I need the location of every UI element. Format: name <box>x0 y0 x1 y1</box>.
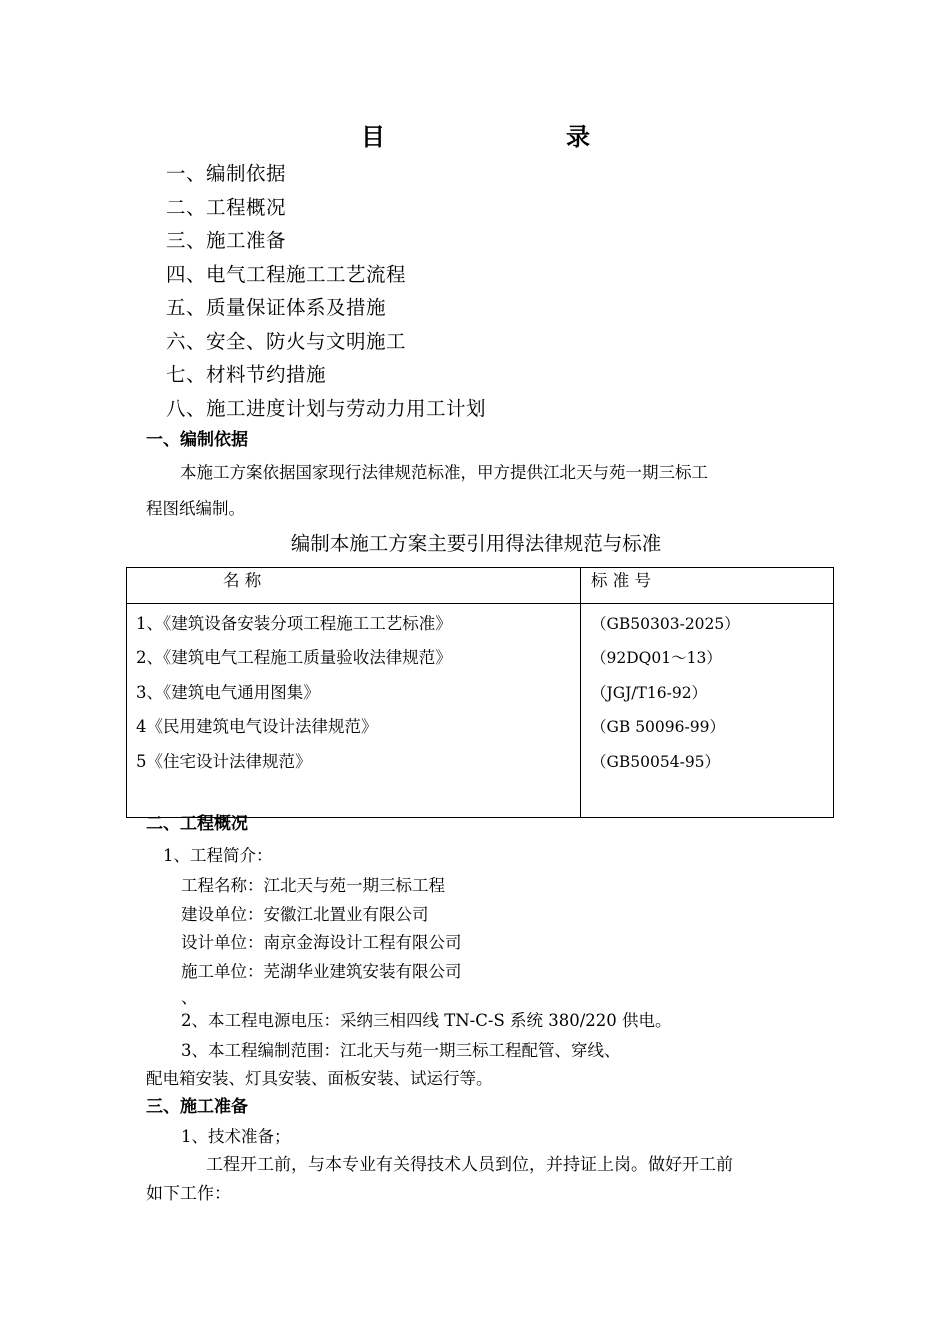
name-column <box>127 604 581 818</box>
builder: 建设单位：安徽江北置业有限公司 <box>181 905 429 924</box>
table-row-code: （JGJ/T16-92） <box>591 683 708 702</box>
project-name: 工程名称：江北天与苑一期三标工程 <box>181 876 445 895</box>
standards-table-header <box>127 568 834 604</box>
section3-heading: 三、施工准备 <box>146 1097 248 1117</box>
toc-item-4: 四、电气工程施工工艺流程 <box>166 263 407 286</box>
standards-table <box>126 567 834 818</box>
table-row-name: 5《住宅设计法律规范》 <box>136 751 312 771</box>
section2-sub2: 2、本工程电源电压：采纳三相四线 TN-C-S 系统 380/220 供电。 <box>181 1011 672 1030</box>
section3-para-line1: 工程开工前，与本专业有关得技术人员到位，并持证上岗。做好开工前 <box>206 1155 733 1175</box>
toc-item-1: 一、编制依据 <box>166 162 287 185</box>
code-column <box>581 604 834 818</box>
section3-sub1: 1、技术准备； <box>181 1127 291 1146</box>
header-name: 名 称 <box>127 568 581 604</box>
table-row-name: 2、《建筑电气工程施工质量验收法律规范》 <box>136 648 452 668</box>
stray-mark: 、 <box>181 988 198 1007</box>
standards-table-caption: 编制本施工方案主要引用得法律规范与标准 <box>290 532 662 555</box>
section1-para-line1: 本施工方案依据国家现行法律规范标准，甲方提供江北天与苑一期三标工 <box>180 463 708 482</box>
section2-sub3-line1: 3、本工程编制范围：江北天与苑一期三标工程配管、穿线、 <box>181 1041 621 1060</box>
section2-sub3-line2: 配电箱安装、灯具安装、面板安装、试运行等。 <box>146 1069 493 1088</box>
toc-item-3: 三、施工准备 <box>166 229 287 252</box>
section1-para-line2: 程图纸编制。 <box>146 499 245 518</box>
table-row-name: 1、《建筑设备安装分项工程施工工艺标准》 <box>136 614 452 633</box>
standards-table-body <box>127 604 834 818</box>
toc-item-6: 六、安全、防火与文明施工 <box>166 330 407 353</box>
table-row-code: （GB50303-2025） <box>591 615 740 633</box>
toc-item-2: 二、工程概况 <box>166 196 287 219</box>
table-row-code: （92DQ01～13） <box>591 649 722 668</box>
section1-heading: 一、编制依据 <box>146 430 248 450</box>
header-code: 标 准 号 <box>581 568 834 604</box>
table-row-name: 3、《建筑电气通用图集》 <box>136 682 320 702</box>
designer: 设计单位：南京金海设计工程有限公司 <box>181 933 462 952</box>
section3-para-line2: 如下工作： <box>146 1184 231 1204</box>
toc-item-8: 八、施工进度计划与劳动力用工计划 <box>166 397 487 420</box>
toc-title-left: 目 <box>361 122 385 151</box>
table-row-code: （GB 50096-99） <box>591 718 725 737</box>
table-row-name: 4《民用建筑电气设计法律规范》 <box>136 717 378 737</box>
toc-item-7: 七、材料节约措施 <box>166 363 327 386</box>
section2-heading: 二、工程概况 <box>146 814 248 834</box>
contractor: 施工单位：芜湖华业建筑安装有限公司 <box>181 962 462 981</box>
toc-item-5: 五、质量保证体系及措施 <box>166 296 387 319</box>
toc-title-right: 录 <box>566 122 590 151</box>
table-row-code: （GB50054-95） <box>591 752 721 771</box>
section2-sub1: 1、工程简介： <box>163 846 273 865</box>
